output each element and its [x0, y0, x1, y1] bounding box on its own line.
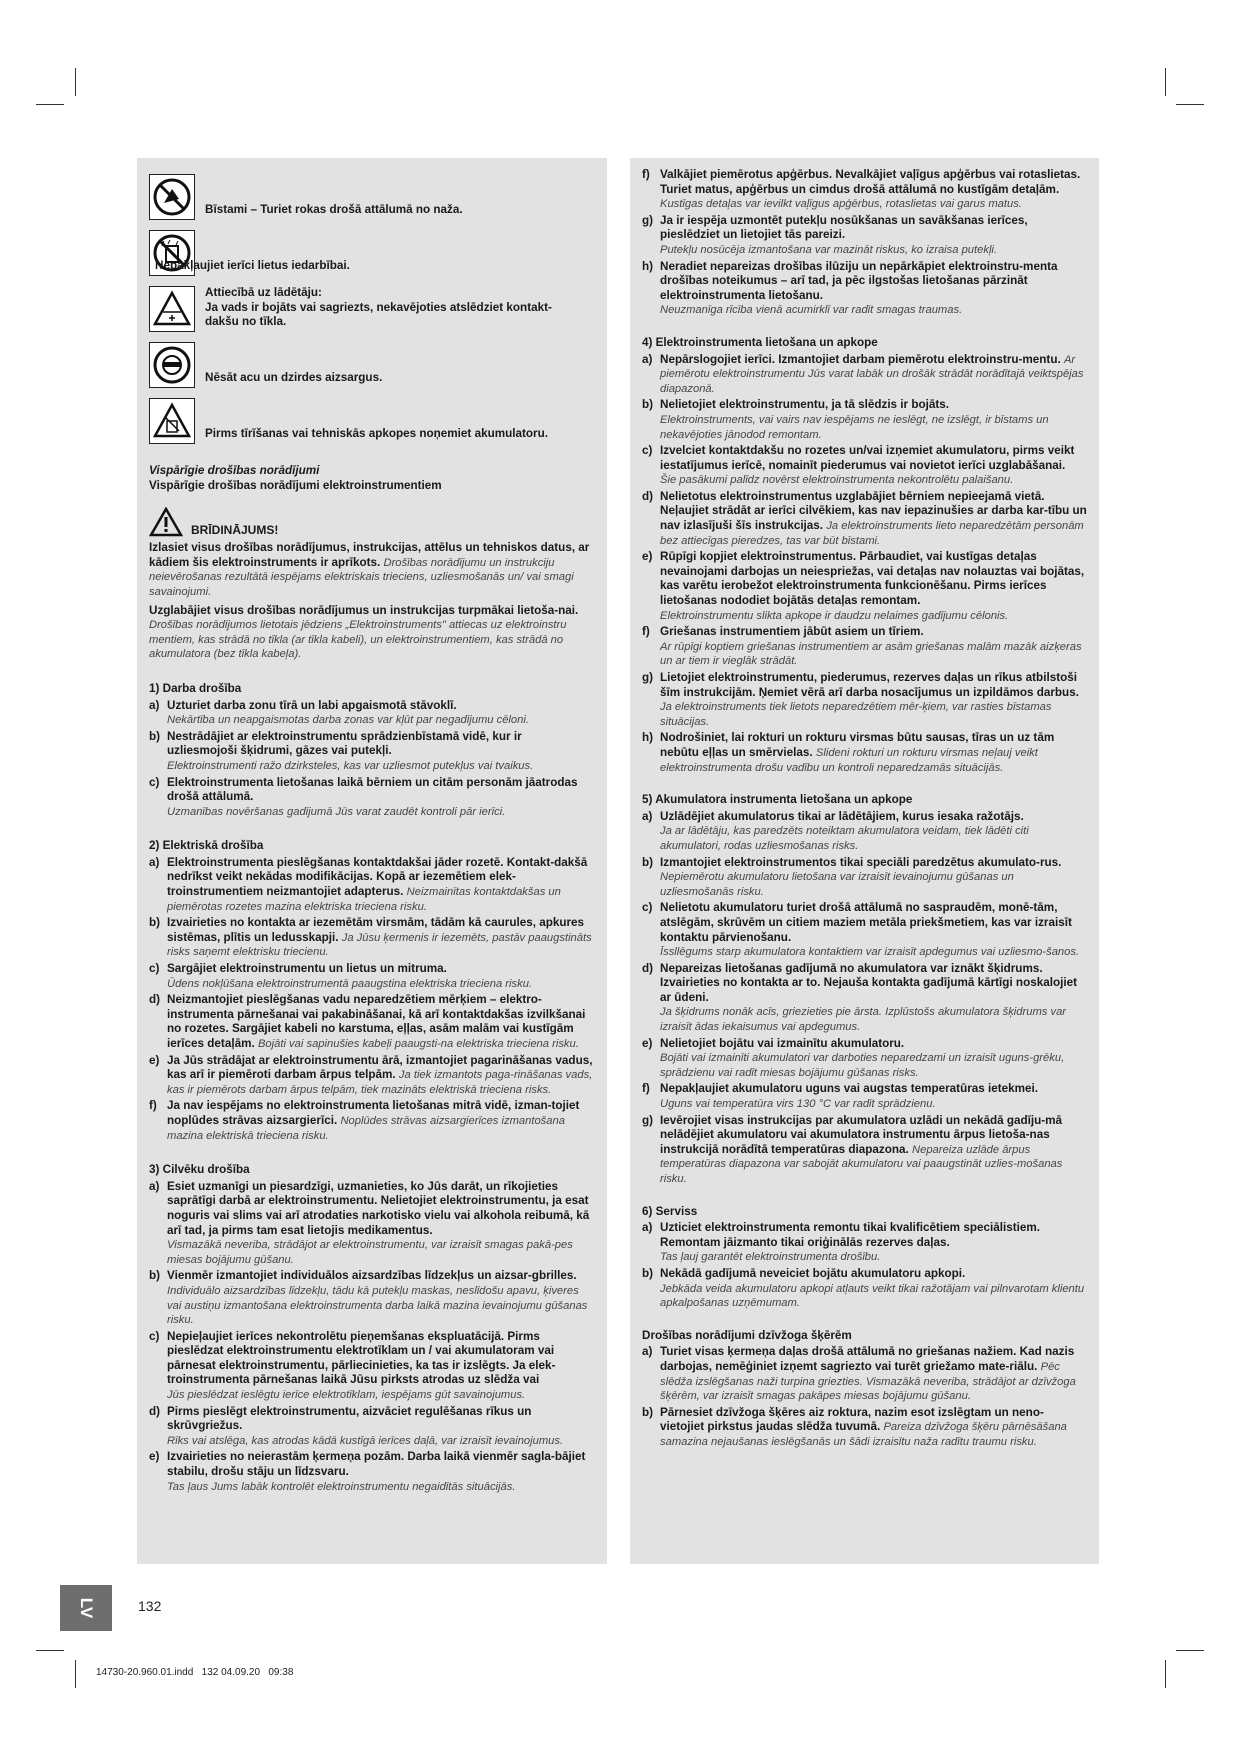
section-title: 3) Cilvēku drošība [149, 1163, 250, 1177]
crop-mark [75, 68, 76, 96]
list-item: d) Nelietotus elektroinstrumentus uzglabājiet bērniem nepieejamā vietā. Neļaujiet strādāt ar ierīci cilvēkiem, kas nav iepazinušies ar darba kar-tību un nav izlasījuši šīs instrukcijas. Ja elektroinstruments lieto neparedzētām personām bez attiecīgas pieredzes, tas var būt bīstami. [642, 489, 1087, 547]
eye-ear-protection-icon [149, 342, 195, 388]
crop-mark [75, 1660, 76, 1688]
list-item: f) Ja nav iespējams no elektroinstrumenta lietošanas mitrā vidē, izman-tojiet noplūdes strāvas aizsargierīci. Noplūdes strāvas aizsargierīces izmantošana mazina elektriskā trieciena risku. [149, 1099, 580, 1142]
list-item: b) Nestrādājiet ar elektroinstrumentu sprādzienbīstamā vidē, kur ir uzliesmojoši šķidrumi, gāzes vai putekļi. Elektroinstrumenti ražo dzirksteles, kas var uzliesmot putekļus vai tvaikus. [149, 729, 534, 772]
section-title: 6) Serviss [642, 1204, 698, 1218]
crop-mark [36, 1650, 64, 1651]
crop-mark [1165, 68, 1166, 96]
list-item: c) Izvelciet kontaktdakšu no rozetes un/vai izņemiet akumulatoru, pirms veikt iestatījumus ierīcē, nomainīt piederumus vai novietot ierīci uzglabāšanai. Šie pasākumi palīdz novērst elektroinstrumenta nekontrolētu palaišanu. [642, 444, 1075, 487]
no-hand-blade-icon [149, 174, 195, 220]
file-info: 14730-20.960.01.indd 132 04.09.20 09:38 [96, 1667, 294, 1678]
intro-paragraph: Izlasiet visus drošības norādījumus, instrukcijas, attēlus un tehniskos datus, ar kādiem šis elektroinstruments ir aprīkots. Drošības norādījumu un instrukciju neievērošanas rezultātā iespējams elektriskais trieciens, uzliesmošanās un/ vai smagi savainojumi. [149, 541, 590, 598]
right-column [630, 158, 1099, 1564]
list-item: d) Nepareizas lietošanas gadījumā no akumulatora var iznākt šķidrums. Izvairieties no kontakta ar to. Nejauša kontakta gadījumā kārtīgi noskalojiet ar ūdeni. Ja šķidrums nonāk acīs, griezieties pie ārsta. Izplūstošs akumulatora šķidrums var izraisīt ādas iekaisumus vai apdegumus. [642, 961, 1077, 1034]
list-item: g) Lietojiet elektroinstrumentu, piederumus, rezerves daļas un rīkus atbilstoši šīm instrukcijām. Ņemiet vērā arī darba nosacījumus un izpildāmos darbus. Ja elektroinstruments tiek lietots neparedzētiem mēr-ķiem, var rasties bīstamas situācijas. [642, 671, 1079, 728]
list-item: c) Elektroinstrumenta lietošanas laikā bērniem un citām personām jāatrodas drošā attālumā. Uzmanības novēršanas gadījumā Jūs varat zaudēt kontroli pār ierīci. [149, 775, 578, 818]
list-item: e) Nelietojiet bojātu vai izmainītu akumulatoru. Bojāti vai izmainīti akumulatori var darboties neparedzami un izraisīt uguns-grēku, sprādzienu vai radīt miesas bojājumu gūšanas risks. [642, 1036, 1065, 1079]
general-heading: Vispārīgie drošības norādījumi elektroinstrumentiem [149, 478, 442, 492]
general-heading-italic: Vispārīgie drošības norādījumi [149, 464, 320, 477]
list-item: a) Elektroinstrumenta pieslēgšanas kontaktdakšai jāder rozetē. Kontakt-dakšā nedrīkst veikt nekādas modifikācijas. Kopā ar iezemētiem elek-troinstrumentiem neizmantojiet adapterus. Neizmainītas kontaktdakšas un piemērotas rozetes mazina elektriska trieciena risku. [149, 855, 588, 913]
list-item: h) Nodrošiniet, lai rokturi un rokturu virsmas būtu sausas, tīras un uz tām nebūtu eļļas un smērvielas. Slideni rokturi un rokturu virsmas neļauj veikt elektroinstrumenta drošu vadību un kontroli neparedzamās situācijās. [642, 731, 1055, 774]
list-item: b) Pārnesiet dzīvžoga šķēres aiz roktura, nazim esot izslēgtam un neno-vietojiet pirkstus jaudas slēdža tuvumā. Pareiza dzīvžoga šķēru pārnēsāšana samazina nejaušanas ieslēgšanās un šādi izraisītu naža radītu traumu risku. [642, 1405, 1067, 1448]
list-item: c) Nelietotu akumulatoru turiet drošā attālumā no saspraudēm, monē-tām, atslēgām, skrūvēm un citiem maziem metāla priekšmetiem, kas var izraisīt kontaktu pārvienošanu. Īssllēgums starp akumulatora kontaktiem var izraisīt apdegumus vai uzliesmo-šanos. [642, 901, 1080, 959]
alert-heading [149, 507, 595, 537]
symbol-row: Bīstami – Turiet rokas drošā attālumā no naža. [149, 168, 595, 220]
list-item: e) Rūpīgi kopjiet elektroinstrumentus. Pārbaudiet, vai kustīgas detaļas nevainojami darbojas un neiespriežas, vai detaļas nav nolauztas vai bojātas, kas varētu ierobežot elektroinstrumenta funkcionēšanu. Pirms ierīces lietošanas nododiet bojātās detaļas remontam. Elektroinstrumentu slikta apkope ir daudzu nelaimes gadījumu cēlonis. [642, 550, 1085, 622]
list-item: b) Izvairieties no kontakta ar iezemētām virsmām, tādām kā caurules, apkures sistēmas, plītis un ledusskapji. Ja Jūsu ķermenis ir iezemēts, pastāv paaugstināts risks saņemt elektrisku triecienu. [149, 916, 592, 959]
section-title: Drošības norādījumi dzīvžoga šķērēm [642, 1328, 852, 1342]
section-title: 4) Elektroinstrumenta lietošana un apkope [642, 335, 878, 349]
symbol-row: Pirms tīrīšanas vai tehniskās apkopes noņemiet akumulatoru. [149, 392, 595, 444]
remove-battery-icon [149, 398, 195, 444]
symbol-row: Attiecībā uz lādētāju: Ja vads ir bojāts vai sagriezts, nekavējoties atslēdziet kontakt- dakšu no tīkla. [149, 280, 595, 332]
list-item: f) Valkājiet piemērotus apģērbus. Nevalkājiet vaļīgus apģērbus vai rotaslietas. Turiet matus, apģērbus un cimdus drošā attālumā no kustīgām detaļām. Kustīgas detaļas var ievilkt vaļīgus apģērbus, rotaslietas vai garus matus. [642, 168, 1081, 211]
list-item: b) Nelietojiet elektroinstrumentu, ja tā slēdzis ir bojāts. Elektroinstruments, vai vairs nav iespējams ne ieslēgt, ne izslēgt, ir bīstams un nekavējoties jānodod remontam. [642, 398, 1049, 441]
list-item: f) Griešanas instrumentiem jābūt asiem un tīriem. Ar rūpīgi koptiem griešanas instrumentiem ar asām griešanas malām mazāk aizķeras un ar tiem ir vieglāk strādāt. [642, 625, 1082, 668]
crop-mark [1165, 1660, 1166, 1688]
warning-triangle-icon [149, 507, 183, 537]
list-item: d) Pirms pieslēgt elektroinstrumentu, aizvāciet regulēšanas rīkus un skrūvgriežus. Rīks vai atslēga, kas atrodas kādā kustīgā ierīces daļā, var izraisīt ievainojumus. [149, 1404, 564, 1447]
symbol-row: Nēsāt acu un dzirdes aizsargus. [149, 336, 595, 388]
symbol-row: Nepakļaujiet ierīci lietus iedarbībai. [149, 224, 595, 276]
page-number: 132 [138, 1598, 162, 1614]
list-item: b) Izmantojiet elektroinstrumentos tikai speciāli paredzētus akumulato-rus. Nepiemērotu akumulatoru lietošana var izraisīt ievainojumu gūšanas un uzliesmošanās risku. [642, 855, 1062, 898]
section-title: 1) Darba drošība [149, 681, 242, 695]
list-item: g) Ja ir iespēja uzmontēt putekļu nosūkšanas un savākšanas ierīces, pieslēdziet un lietojiet tās pareizi. Putekļu nosūcēja izmantošana var mazināt riskus, ko izraisa putekļi. [642, 213, 1028, 256]
cable-cut-icon [149, 286, 195, 332]
list-item: a) Uzticiet elektroinstrumenta remontu tikai kvalificētiem speciālistiem. Remontam jāizmanto tikai oriģinālās rezerves daļas. Tas ļauj garantēt elektroinstrumenta drošību. [642, 1221, 1040, 1264]
crop-mark [36, 104, 64, 105]
list-item: f) Nepakļaujiet akumulatoru uguns vai augstas temperatūras ietekmei. Uguns vai temperatūra virs 130 °C var radīt sprādzienu. [642, 1082, 1039, 1111]
alert-label: BRĪDINĀJUMS! [191, 522, 279, 537]
list-item: a) Uzlādējiet akumulatorus tikai ar lādētājiem, kurus iesaka ražotājs. Ja ar lādētāju, kas paredzēts noteiktam akumulatora veidam, tiek lādēti citi akumulatori, rodas uzliesmošanas risks. [642, 809, 1029, 852]
list-item: h) Neradiet nepareizas drošības ilūziju un nepārkāpiet elektroinstru-menta drošības noteikumus – arī tad, ja pēc ilgstošas lietošanas pārzināt elektroinstrumenta lietošanu. Neuzmanīga rīcība vienā acumirklī var radīt smagas traumas. [642, 259, 1058, 317]
list-item: c) Sargājiet elektroinstrumentu un lietus un mitruma. Ūdens nokļūšana elektroinstrumentā paaugstina elektriska trieciena risku. [149, 962, 533, 990]
language-tab: LV [60, 1585, 112, 1631]
list-item: c) Nepieļaujiet ierīces nekontrolētu pieņemšanas ekspluatācijā. Pirms pieslēdzat elektroinstrumentu elektrotīklam un / vai akumulatoram vai pārnesat elektroinstrumentu, pārliecinieties, ka tas ir izslēgts. Ja elek-troinstrumenta pārnešanas laikā Jūsu pirksts atrodas uz slēdža vai Jūs pieslēdzat ieslēgtu ierīce elektrotīklam, iespējams gūt savainojumus. [149, 1329, 556, 1402]
crop-mark [1176, 1650, 1204, 1651]
list-item: a) Turiet visas ķermeņa daļas drošā attālumā no griešanas nažiem. Kad nazis darbojas, nemēģiniet izņemt sagriezto vai turēt griežamo mate-riālu. Pēc slēdža izslēgšanas naži turpina griezties. Vismazākā neveriba, strādājot ar dzīvžoga šķērēm, var izraisīt smagas pakāpes miesas bojājumu gūšanu. [642, 1345, 1076, 1403]
list-item: e) Izvairieties no neierastām ķermeņa pozām. Darba laikā vienmēr sagla-bājiet stabilu, drošu stāju un līdzsvaru. Tas ļaus Jums labāk kontrolēt elektroinstrumentu negaidītās situācijās. [149, 1450, 586, 1493]
list-item: a) Esiet uzmanīgi un piesardzīgi, uzmanieties, ko Jūs darāt, un rīkojieties saprātīgi darbā ar elektroinstrumentu. Nelietojiet elektroinstrumentu, ja esat noguris vai slims vai arī atrodaties narkotisko vielu vai alkohola reibumā, kā arī tad, ja pirms tam esat lietojis medikamentus. Vismazākā neveriba, strādājot ar elektroinstrumentu, var izraisīt smagas pakā-pes miesas bojājumu gūšanu. [149, 1179, 590, 1266]
crop-mark [1176, 104, 1204, 105]
section-title: 5) Akumulatora instrumenta lietošana un apkope [642, 793, 913, 807]
intro-paragraph: Uzglabājiet visus drošības norādījumus un instrukcijas turpmākai lietoša-nai. Drošības norādījumos lietotais jēdziens „Elektroinstruments" attiecas uz elektroinstru mentiem, kas strādā no tīkla (ar tīkla kabeli), un elektroinstrumentiem, kas strādā no akumulatora (bez tīkla kabeļa). [149, 603, 579, 661]
list-item: g) Ievērojiet visas instrukcijas par akumulatora uzlādi un nekādā gadīju-mā nelādējiet akumulatoru vai akumulatora instrumentu ārpus lietoša-nas instrukcijā norādītā temperatūras diapazona. Nepareiza uzlāde ārpus temperatūras diapazona var sabojāt akumulatoru vai paaugstināt uzlies-mošanas risku. [642, 1113, 1063, 1185]
left-column [137, 158, 607, 1564]
list-item: a) Nepārslogojiet ierīci. Izmantojiet darbam piemērotu elektroinstru-mentu. Ar piemērotu elektroinstrumentu Jūs varat labāk un drošāk strādāt norādītajā veiktspējas diapazonā. [642, 352, 1084, 395]
list-item: d) Neizmantojiet pieslēgšanas vadu neparedzētiem mērķiem – elektro-instrumenta pārnešanai vai pakabināšanai, kā arī kontaktdakšas izvilkšanai no rozetes. Sargājiet kabeli no karstuma, eļļas, asām malām vai kustīgām ierīces detaļām. Bojāti vai sapinušies kabeļi paaugsti-na elektriska trieciena risku. [149, 993, 586, 1050]
section-title: 2) Elektriskā drošība [149, 839, 264, 853]
list-item: a) Uzturiet darba zonu tīrā un labi apgaismotā stāvoklī. Nekārtība un neapgaismotas darba zonas var kļūt par negadījumu cēloni. [149, 698, 529, 727]
list-item: b) Vienmēr izmantojiet individuālos aizsardzības līdzekļus un aizsar-gbrilles. Individuālo aizsardzības līdzekļu, tādu kā putekļu maskas, neslīdošu apavu, ķiveres vai austiņu izmantošana elektroinstrumenta darba laikā mazina ievainojumu gūšanas risku. [149, 1269, 588, 1327]
list-item: b) Nekādā gadījumā neveiciet bojātu akumulatoru apkopi. Jebkāda veida akumulatoru apkopi atļauts veikt tikai ražotājam vai pilnvarotam klientu apkalpošanas uzņēmumam. [642, 1266, 1085, 1310]
list-item: e) Ja Jūs strādājat ar elektroinstrumentu ārā, izmantojiet pagarināšanas vadus, kas arī ir piemēroti darbam ārpus telpām. Ja tiek izmantots paga-rināšanas vads, kas ir piemērots darbam ārpus telpām, tiek mazināts elektriskā trieciena risks. [149, 1053, 593, 1096]
